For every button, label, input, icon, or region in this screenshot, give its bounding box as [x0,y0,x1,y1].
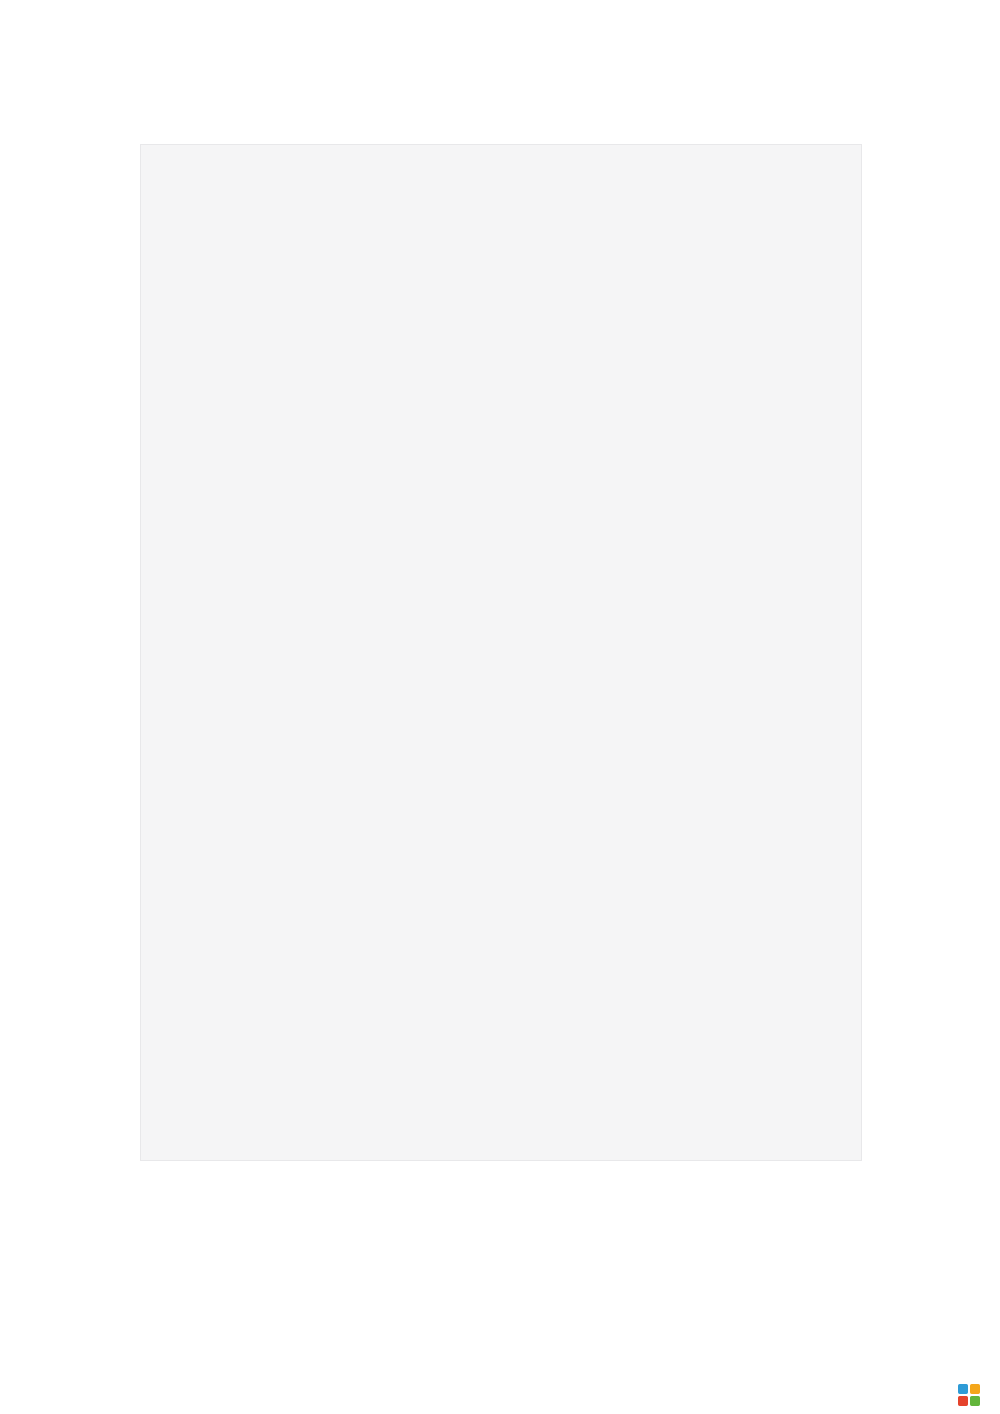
worksheet-panel [140,144,862,1161]
logo-mark-icon [958,1384,980,1406]
liveworksheets-logo [958,1384,986,1406]
